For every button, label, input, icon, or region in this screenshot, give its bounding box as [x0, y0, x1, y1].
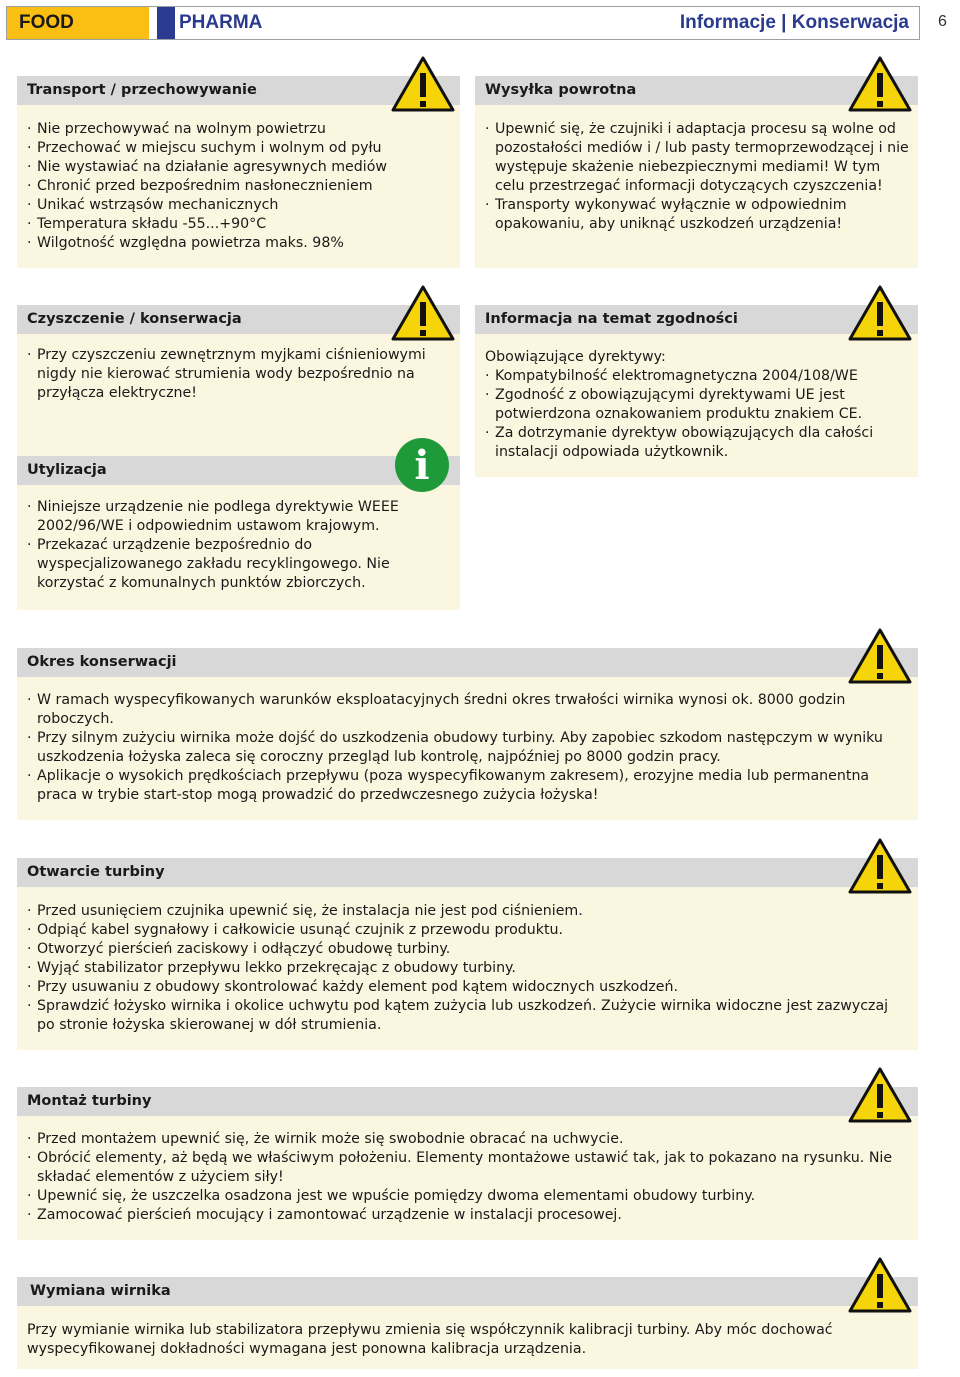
- assembly-title: Montaż turbiny: [17, 1087, 918, 1116]
- assembly-panel: [17, 1087, 918, 1240]
- disposal-list: [27, 498, 452, 593]
- list-item: · Wyjąć stabilizator przepływu lekko przekręcając z obudowy turbiny.: [27, 959, 907, 978]
- list-item: · Zgodność z obowiązującymi dyrektywami UE jest potwierdzona oznakowaniem produktu znakiem CE.: [485, 386, 910, 424]
- warning-triangle-icon: [848, 838, 912, 894]
- list-item: · Przekazać urządzenie bezpośrednio do wyspecjalizowanego zakładu recyklingowego. Nie korzystać z komunalnych punktów zbiorczych.: [27, 536, 452, 593]
- list-item: · Przechować w miejscu suchym i wolnym od pyłu: [27, 139, 452, 158]
- list-item: · Obrócić elementy, aż będą we właściwym położeniu. Elementy montażowe ustawić tak, jak to pokazano na rysunku. Nie składać elementów z użyciem siły!: [27, 1149, 907, 1187]
- disposal-title: Utylizacja: [17, 456, 460, 485]
- warning-triangle-icon: [848, 1257, 912, 1313]
- list-item: · Transporty wykonywać wyłącznie w odpowiednim opakowaniu, aby uniknąć uszkodzeń urządzenia!: [485, 196, 910, 234]
- list-item: · Nie przechowywać na wolnym powietrzu: [27, 120, 452, 139]
- assembly-list: [27, 1130, 907, 1225]
- cleaning-title: Czyszczenie / konserwacja: [17, 305, 460, 334]
- list-item: · Otworzyć pierścień zaciskowy i odłączyć obudowę turbiny.: [27, 940, 907, 959]
- list-item: · W ramach wyspecyfikowanych warunków eksploatacyjnych średni okres trwałości wirnika wynosi ok. 8000 godzin roboczych.: [27, 691, 907, 729]
- list-item: · Unikać wstrząsów mechanicznych: [27, 196, 452, 215]
- page-number: 6: [938, 13, 947, 30]
- food-tab: FOOD: [7, 7, 149, 39]
- list-item: · Niniejsze urządzenie nie podlega dyrektywie WEEE 2002/96/WE i odpowiednim ustawom krajowym.: [27, 498, 452, 536]
- conformity-list: [485, 367, 910, 462]
- list-item: · Sprawdzić łożysko wirnika i okolice uchwytu pod kątem zużycia lub uszkodzeń. Zużycie wirnika widoczne jest zazwyczaj po stronie łożyska skierowanej w dół strumienia.: [27, 997, 907, 1035]
- warning-triangle-icon: [391, 56, 455, 112]
- cleaning-body: [27, 346, 452, 403]
- conformity-body: [485, 348, 910, 462]
- transport-list: [27, 120, 452, 253]
- info-icon: [395, 438, 449, 492]
- transport-title: Transport / przechowywanie: [17, 76, 460, 105]
- list-item: · Upewnić się, że czujniki i adaptacja procesu są wolne od pozostałości mediów i / lub pasty termoprzewodzącej i nie występuje skażenie niebezpiecznymi mediami! W tym celu przestrzegać informacji dotyczących czyszczenia!: [485, 120, 910, 196]
- list-item: · Za dotrzymanie dyrektyw obowiązujących dla całości instalacji odpowiada użytkownik.: [485, 424, 910, 462]
- return-shipping-list: [485, 120, 910, 234]
- section-title: Informacje | Konserwacja: [679, 12, 909, 33]
- list-item: · Chronić przed bezpośrednim nasłonecznieniem: [27, 177, 452, 196]
- disposal-body: [27, 498, 452, 593]
- maintenance-period-body: [27, 691, 907, 805]
- warning-triangle-icon: [848, 285, 912, 341]
- list-item: · Odpiąć kabel sygnałowy i całkowicie usunąć czujnik z przewodu produktu.: [27, 921, 907, 940]
- list-item: · Kompatybilność elektromagnetyczna 2004/108/WE: [485, 367, 910, 386]
- list-item: · Temperatura składu -55...+90°C: [27, 215, 452, 234]
- list-item: · Nie wystawiać na działanie agresywnych mediów: [27, 158, 452, 177]
- info-icon-letter: i: [414, 442, 430, 489]
- warning-triangle-icon: [848, 56, 912, 112]
- list-item: · Przed montażem upewnić się, że wirnik może się swobodnie obracać na uchwycie.: [27, 1130, 907, 1149]
- impeller-title: Wymiana wirnika: [17, 1277, 918, 1306]
- list-item: · Przy czyszczeniu zewnętrznym myjkami ciśnieniowymi nigdy nie kierować strumienia wody bezpośrednio na przyłącza elektryczne!: [27, 346, 452, 403]
- list-item: · Przy silnym zużyciu wirnika może dojść do uszkodzenia obudowy turbiny. Aby zapobiec szkodom następczym w wyniku uszkodzenia łożyska zaleca się coroczny przegląd lub kontrolę, najpóźniej po 8000 godzin pracy.: [27, 729, 907, 767]
- conformity-title: Informacja na temat zgodności: [475, 305, 918, 334]
- list-item: · Przed usunięciem czujnika upewnić się, że instalacja nie jest pod ciśnieniem.: [27, 902, 907, 921]
- opening-body: [27, 902, 907, 1035]
- cleaning-disposal-panel: [17, 305, 460, 610]
- warning-triangle-icon: [848, 628, 912, 684]
- list-item: · Wilgotność względna powietrza maks. 98%: [27, 234, 452, 253]
- list-item: · Przy usuwaniu z obudowy skontrolować każdy element pod kątem widocznych uszkodzeń.: [27, 978, 907, 997]
- maintenance-period-title: Okres konserwacji: [17, 648, 918, 677]
- return-shipping-title: Wysyłka powrotna: [475, 76, 918, 105]
- transport-body: [27, 120, 452, 253]
- return-shipping-body: [485, 120, 910, 234]
- cleaning-list: [27, 346, 452, 403]
- page-header: [6, 6, 920, 40]
- impeller-body: Przy wymianie wirnika lub stabilizatora przepływu zmienia się współczynnik kalibracji turbiny. Aby móc dochować wyspecyfikowanej dokładności wymagana jest ponowna kalibracja urządzenia.: [27, 1322, 833, 1357]
- opening-panel: [17, 858, 918, 1050]
- pharma-tab: PHARMA: [179, 12, 263, 33]
- maintenance-period-list: [27, 691, 907, 805]
- assembly-body: [27, 1130, 907, 1225]
- opening-list: [27, 902, 907, 1035]
- opening-title: Otwarcie turbiny: [17, 858, 918, 887]
- list-item: · Aplikacje o wysokich prędkościach przepływu (poza wyspecyfikowanym zakresem), erozyjne media lub permanentna praca w trybie start-stop mogą prowadzić do przedwczesnego zużycia łożyska!: [27, 767, 907, 805]
- impeller-panel: [17, 1277, 918, 1369]
- list-item: · Zamocować pierścień mocujący i zamontować urządzenie w instalacji procesowej.: [27, 1206, 907, 1225]
- warning-triangle-icon: [391, 285, 455, 341]
- conformity-intro: Obowiązujące dyrektywy:: [485, 349, 666, 365]
- list-item: · Upewnić się, że uszczelka osadzona jest we wpuście pomiędzy dwoma elementami obudowy turbiny.: [27, 1187, 907, 1206]
- pharma-marker: [157, 7, 175, 39]
- maintenance-period-panel: [17, 648, 918, 820]
- warning-triangle-icon: [848, 1067, 912, 1123]
